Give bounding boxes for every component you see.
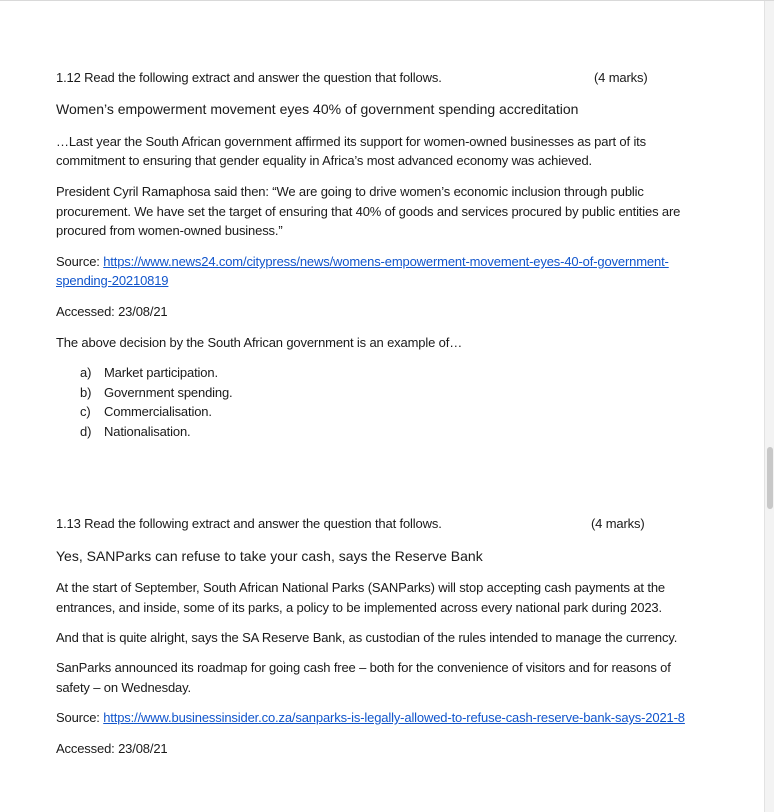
option-text: Commercialisation. — [104, 404, 212, 419]
option-text: Market participation. — [104, 365, 218, 380]
option-letter: a) — [80, 365, 92, 380]
option-letter: b) — [80, 385, 92, 400]
q112-accessed: Accessed: 23/08/21 — [56, 304, 168, 319]
option-text: Government spending. — [104, 385, 233, 400]
option-text: Nationalisation. — [104, 424, 191, 439]
option-letter: c) — [80, 404, 91, 419]
q113-para2-line1: And that is quite alright, says the SA Reserve Bank, as custodian of the rules intended to manage the currency. — [56, 630, 678, 645]
q113-para1-line1: At the start of September, South African National Parks (SANParks) will stop accepting cash payments at the — [56, 580, 665, 595]
q112-para2-line1: President Cyril Ramaphosa said then: “We are going to drive women’s economic inclusion through public — [56, 184, 644, 199]
q113-source-label: Source: — [56, 710, 104, 725]
q112-para2-line2: procurement. We have set the target of ensuring that 40% of goods and services procured by public entities are — [56, 204, 681, 219]
option-letter: d) — [80, 424, 92, 439]
vertical-scrollbar[interactable] — [764, 1, 774, 812]
q113-marks: (4 marks) — [591, 516, 645, 531]
q113-headline: Yes, SANParks can refuse to take your cash, says the Reserve Bank — [56, 548, 483, 564]
q113-source-link[interactable]: https://www.businessinsider.co.za/sanparks-is-legally-allowed-to-refuse-cash-reserve-bank-says-2021-8 — [103, 710, 685, 725]
q112-title: 1.12 Read the following extract and answer the question that follows. — [56, 70, 442, 85]
q113-para3-line1: SanParks announced its roadmap for going cash free – both for the convenience of visitors and for reasons of — [56, 660, 671, 675]
q113-para3-line2: safety – on Wednesday. — [56, 680, 191, 695]
q112-source-line2 — [56, 271, 168, 291]
q112-marks: (4 marks) — [594, 70, 648, 85]
q113-para1-line2: entrances, and inside, some of its parks, a policy to be implemented across every national park during 2023. — [56, 600, 662, 615]
q112-source-link-part2[interactable]: spending-20210819 — [56, 273, 169, 288]
q112-source-label: Source: — [56, 254, 104, 269]
q113-source-line — [56, 708, 685, 728]
scrollbar-thumb[interactable] — [767, 447, 773, 509]
q112-source-link-part1[interactable]: https://www.news24.com/citypress/news/womens-empowerment-movement-eyes-40-of-government- — [103, 254, 669, 269]
document-page — [0, 1, 764, 812]
q112-headline: Women’s empowerment movement eyes 40% of government spending accreditation — [56, 101, 579, 117]
q112-source-line1 — [56, 252, 669, 272]
q112-para1-line2: commitment to ensuring that gender equality in Africa’s most advanced economy was achieved. — [56, 153, 593, 168]
q113-accessed: Accessed: 23/08/21 — [56, 741, 168, 756]
q112-question: The above decision by the South African government is an example of… — [56, 335, 463, 350]
q113-title: 1.13 Read the following extract and answer the question that follows. — [56, 516, 442, 531]
q112-para1-line1: …Last year the South African government affirmed its support for women-owned businesses as part of its — [56, 134, 646, 149]
q112-para2-line3: procured from women-owned business.” — [56, 223, 283, 238]
